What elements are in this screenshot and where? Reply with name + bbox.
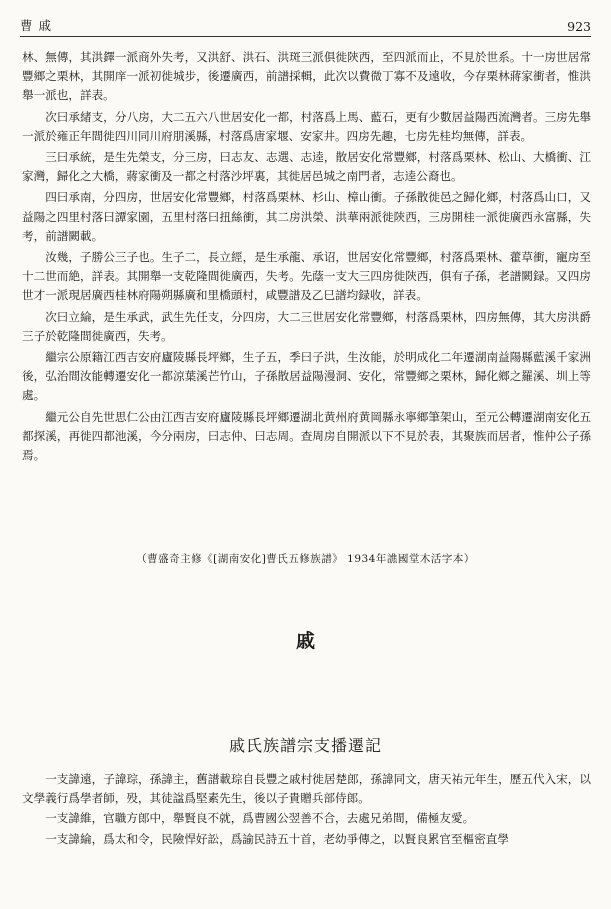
paragraph: 繼宗公原籍江西吉安府廬陵縣長坪鄉，生子五，季曰子洪，生汝能，於明成化二年遷湖南益陽縣藍溪千家洲後，弘治間汝能轉遷安化一都涼葉溪芒竹山，子孫散居益陽漫洞、安化，常豐鄉之栗林，歸化鄉之羅溪、圳上等處。: [22, 350, 591, 403]
page-number: 923: [567, 19, 591, 34]
running-header: [20, 12, 591, 37]
paragraph: 一支諱綸，爲太和令，民險悍好訟，爲諭民詩五十首，老幼爭傳之，以賢良累官至樞密直學: [45, 831, 509, 846]
section-text: [22, 770, 591, 850]
paragraph: 次曰承緒支，分八房，大二五六八世居安化一都，村落爲上馬、藍石，更有少數居益陽西流灣者。三房先舉一派於雍正年間徙四川同川府朋溪縣，村落爲唐家堰、安家井。四房先趣，七房先桂均無傳，詳表。: [22, 109, 591, 143]
header-title: 曹戚: [20, 18, 58, 33]
paragraph: 一支諱維，官職方郎中，舉賢良不就，爲曹國公翌善不合，去處兄弟間，備極友愛。: [45, 811, 475, 826]
paragraph: 汝幾，子勝公三子也。生子二，長立經，是生承龍、承诏，世居安化常豐鄉，村落爲栗林、藿草衝，寵房至十二世而絶，詳表。其開舉一支乾隆間徙廣西，失考。先蔭一支大三四房徙陝西，俱有子孫，老譜闕録。又四房世才一派現居廣西桂林府陽朔縣廣和里橋頭村，咸豐譜及乙巳譜均録收，詳表。: [22, 250, 591, 303]
paragraph: 四曰承南，分四房，世居安化常豐鄉，村落爲栗林、杉山、樟山衝。子孫散徙邑之歸化鄉，村落爲山口，又益陽之四里村落曰譚家園，五里村落曰扭絲衝，其二房洪榮、洪華兩派徙陝西，三房開桂一派徙廣西永富縣，失考，前譜闕載。: [22, 190, 591, 243]
paragraph: 次曰立綸，是生承武，武生先任支，分四房，大二三世居安化常豐鄉，村落爲栗林，四房無傳，其大房洪爵三子於乾隆間徙廣西，失考。: [22, 309, 591, 343]
paragraph-continuation: 林、無傳，其洪鐸一派商外失考，又洪舒、洪石、洪斑三派俱徙陝西，至四派而止，不見於世系。十一房世居常豐鄉之栗林，其開庠一派初徙城步，後遷廣西，前譜採輯，此次以費微丁寡不及遠收，今存栗林蔣家衝者，惟洪舉一派也，詳表。: [22, 50, 591, 103]
section-heading: 戚氏族譜宗支播遷記: [228, 736, 382, 755]
source-citation: （曹盛奇主修《[湖南安化]曹氏五修族譜》 1934年譙國堂木活字本）: [136, 553, 475, 565]
paragraph: 三曰承統，是生先榮支，分三房，曰志友、志選、志逵，散居安化常豐鄉，村落爲栗林、松山、大橋衝、江家灣，歸化之大橋，蔣家衝及一都之村落沙坪裏，其徙居邑城之南門者，志逵公裔也。: [22, 150, 591, 184]
paragraph: 繼元公自先世思仁公由江西吉安府廬陵縣長坪鄉遷湖北黄州府黄岡縣永寧鄉筆架山，至元公轉遷湖南安化五都探溪，再徙四都池溪，今分兩房，曰志仲、曰志周。查周房自開派以下不見於表，其聚族而居者，惟仲公子孫焉。: [22, 409, 591, 463]
paragraph: 一支諱遠，子諱琮，孫諱主，舊譜載琮自長豐之戚村徙居楚郎，孫諱同文，唐天祐元年生，歷五代入宋，以文學義行爲學者師，殁，其徒諡爲堅素先生，後以子貴贈兵部侍郎。: [22, 772, 591, 806]
section-character: 戚: [295, 630, 315, 652]
genealogy-text: [22, 48, 591, 467]
